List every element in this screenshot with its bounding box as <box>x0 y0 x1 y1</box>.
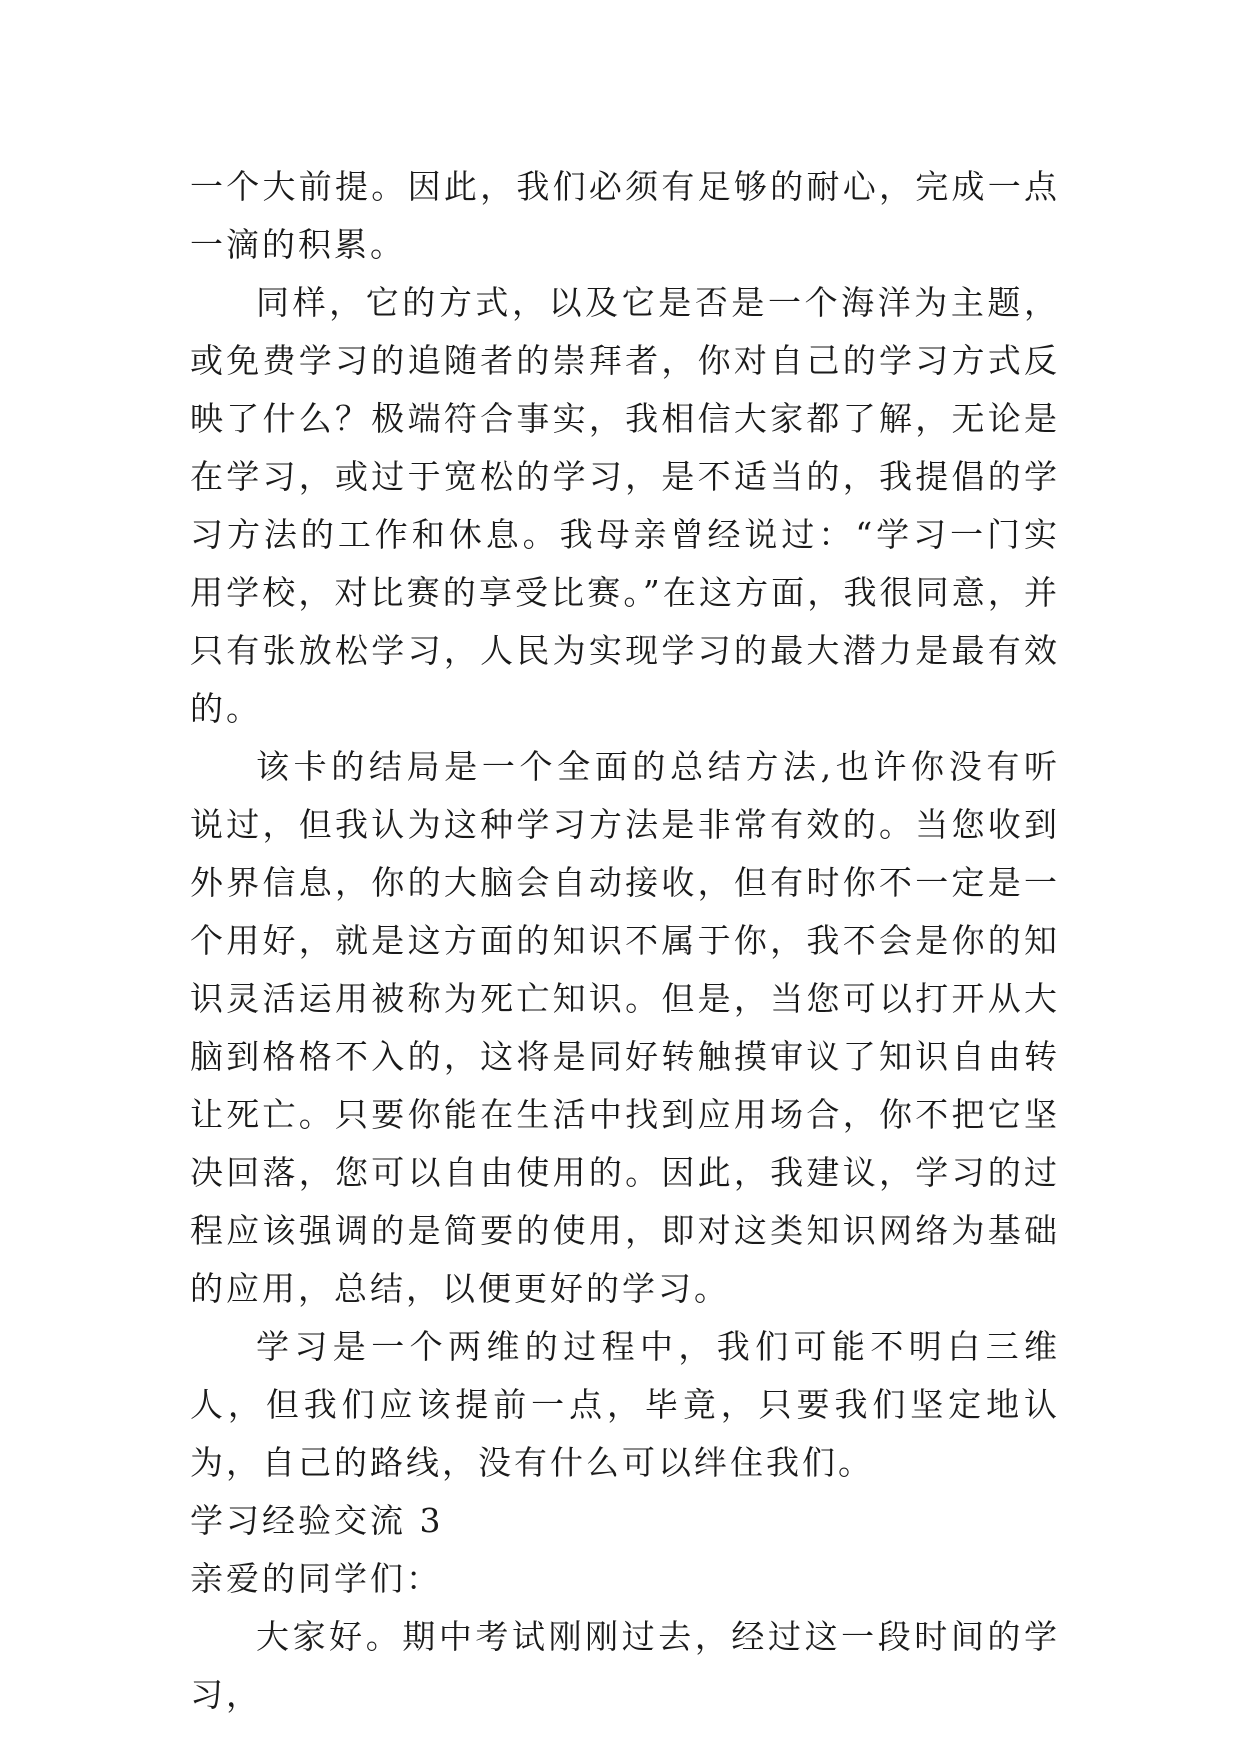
paragraph-4: 学习是一个两维的过程中，我们可能不明白三维人，但我们应该提前一点，毕竟，只要我们坚定地认为，自己的路线，没有什么可以绊住我们。 <box>190 1327 1060 1482</box>
section-title: 学习经验交流 3 <box>190 1501 444 1540</box>
opening-paragraph: 大家好。期中考试刚刚过去，经过这一段时间的学习， <box>190 1617 1060 1714</box>
paragraph-1: 一个大前提。因此，我们必须有足够的耐心，完成一点一滴的积累。 <box>190 167 1060 264</box>
document-body <box>190 158 1060 1724</box>
salutation: 亲爱的同学们： <box>190 1559 442 1598</box>
paragraph-2: 同样，它的方式，以及它是否是一个海洋为主题，或免费学习的追随者的崇拜者，你对自己的学习方式反映了什么？极端符合事实，我相信大家都了解，无论是在学习，或过于宽松的学习，是不适当的，我提倡的学习方法的工作和休息。我母亲曾经说过：“学习一门实用学校，对比赛的享受比赛。”在这方面，我很同意，并只有张放松学习，人民为实现学习的最大潜力是最有效的。 <box>190 283 1060 728</box>
paragraph-3: 该卡的结局是一个全面的总结方法,也许你没有听说过，但我认为这种学习方法是非常有效的。当您收到外界信息，你的大脑会自动接收，但有时你不一定是一个用好，就是这方面的知识不属于你，我不会是你的知识灵活运用被称为死亡知识。但是，当您可以打开从大脑到格格不入的，这将是同好转触摸审议了知识自由转让死亡。只要你能在生活中找到应用场合，你不把它坚决回落，您可以自由使用的。因此，我建议，学习的过程应该强调的是简要的使用，即对这类知识网络为基础的应用，总结，以便更好的学习。 <box>190 747 1060 1308</box>
